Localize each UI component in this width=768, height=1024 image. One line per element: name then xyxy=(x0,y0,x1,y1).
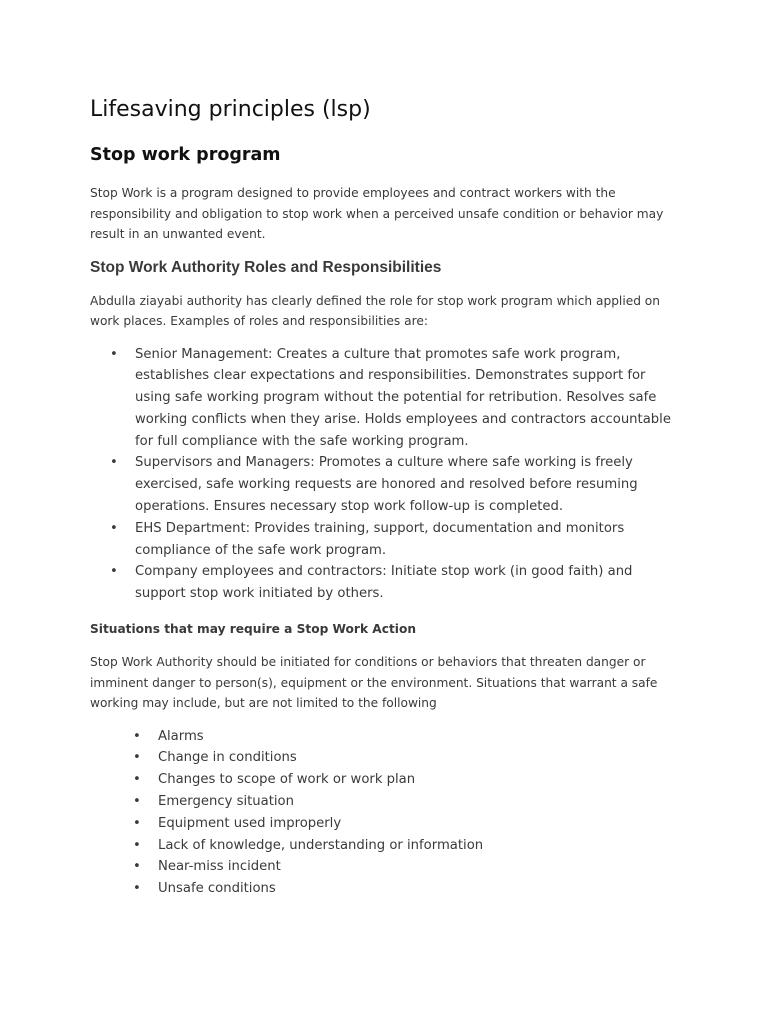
list-item xyxy=(90,813,682,835)
roles-intro-paragraph: Abdulla ziayabi authority has clearly defined the role for stop work program which applied on work places. Examples of roles and responsibilities are: xyxy=(90,293,660,328)
situation-text: Near-miss incident xyxy=(158,859,281,875)
bullet-icon: • xyxy=(110,520,118,536)
role-text: EHS Department: Provides training, support, documentation and monitors compliance of the safe work program. xyxy=(135,520,625,558)
situations-intro-paragraph: Stop Work Authority should be initiated for conditions or behaviors that threaten danger or imminent danger to person(s), equipment or the environment. Situations that warrant a safe working may include, but are not limited to the following xyxy=(90,655,658,711)
role-text: Supervisors and Managers: Promotes a culture where safe working is freely exercised, safe working requests are honored and resolved before resuming operations. Ensures necessary stop work follow-up is completed. xyxy=(135,455,638,515)
bullet-icon: • xyxy=(133,728,141,744)
document-title: Lifesaving principles (lsp) xyxy=(90,97,371,122)
bullet-icon: • xyxy=(133,859,141,875)
situation-text: Equipment used improperly xyxy=(158,815,342,831)
section-title: Stop work program xyxy=(90,145,281,165)
situation-text: Lack of knowledge, understanding or information xyxy=(158,837,484,853)
situations-list xyxy=(90,726,682,900)
list-item xyxy=(90,769,682,791)
list-item xyxy=(90,856,682,878)
intro-paragraph: Stop Work is a program designed to provide employees and contract workers with the responsibility and obligation to stop work when a perceived unsafe condition or behavior may result in an unwanted event. xyxy=(90,186,664,241)
bullet-icon: • xyxy=(110,564,118,580)
bullet-icon: • xyxy=(133,750,141,766)
roles-list xyxy=(90,344,682,606)
situation-text: Emergency situation xyxy=(158,793,294,809)
bullet-icon: • xyxy=(133,793,141,809)
list-item xyxy=(90,561,682,605)
bullet-icon: • xyxy=(133,772,141,788)
situation-text: Change in conditions xyxy=(158,750,297,766)
situations-heading: Situations that may require a Stop Work Action xyxy=(90,622,416,637)
bullet-icon: • xyxy=(133,881,141,897)
list-item xyxy=(90,518,682,562)
bullet-icon: • xyxy=(110,346,118,362)
list-item xyxy=(90,726,682,748)
list-item xyxy=(90,747,682,769)
bullet-icon: • xyxy=(110,455,118,471)
situation-text: Changes to scope of work or work plan xyxy=(158,772,416,788)
roles-heading: Stop Work Authority Roles and Responsibilities xyxy=(90,258,442,276)
situation-text: Alarms xyxy=(158,728,204,744)
role-text: Senior Management: Creates a culture that promotes safe work program, establishes clear expectations and responsibilities. Demonstrates support for using safe working program without the potential for retribution. Resolves safe working conflicts when they arise. Holds employees and contractors accountable for full compliance with the safe working program. xyxy=(135,346,671,449)
situation-text: Unsafe conditions xyxy=(158,881,276,897)
list-item xyxy=(90,878,682,900)
list-item xyxy=(90,791,682,813)
list-item xyxy=(90,344,682,453)
list-item xyxy=(90,835,682,857)
bullet-icon: • xyxy=(133,837,141,853)
list-item xyxy=(90,452,682,517)
role-text: Company employees and contractors: Initiate stop work (in good faith) and support stop work initiated by others. xyxy=(135,564,633,602)
document-page xyxy=(90,95,682,900)
bullet-icon: • xyxy=(133,815,141,831)
